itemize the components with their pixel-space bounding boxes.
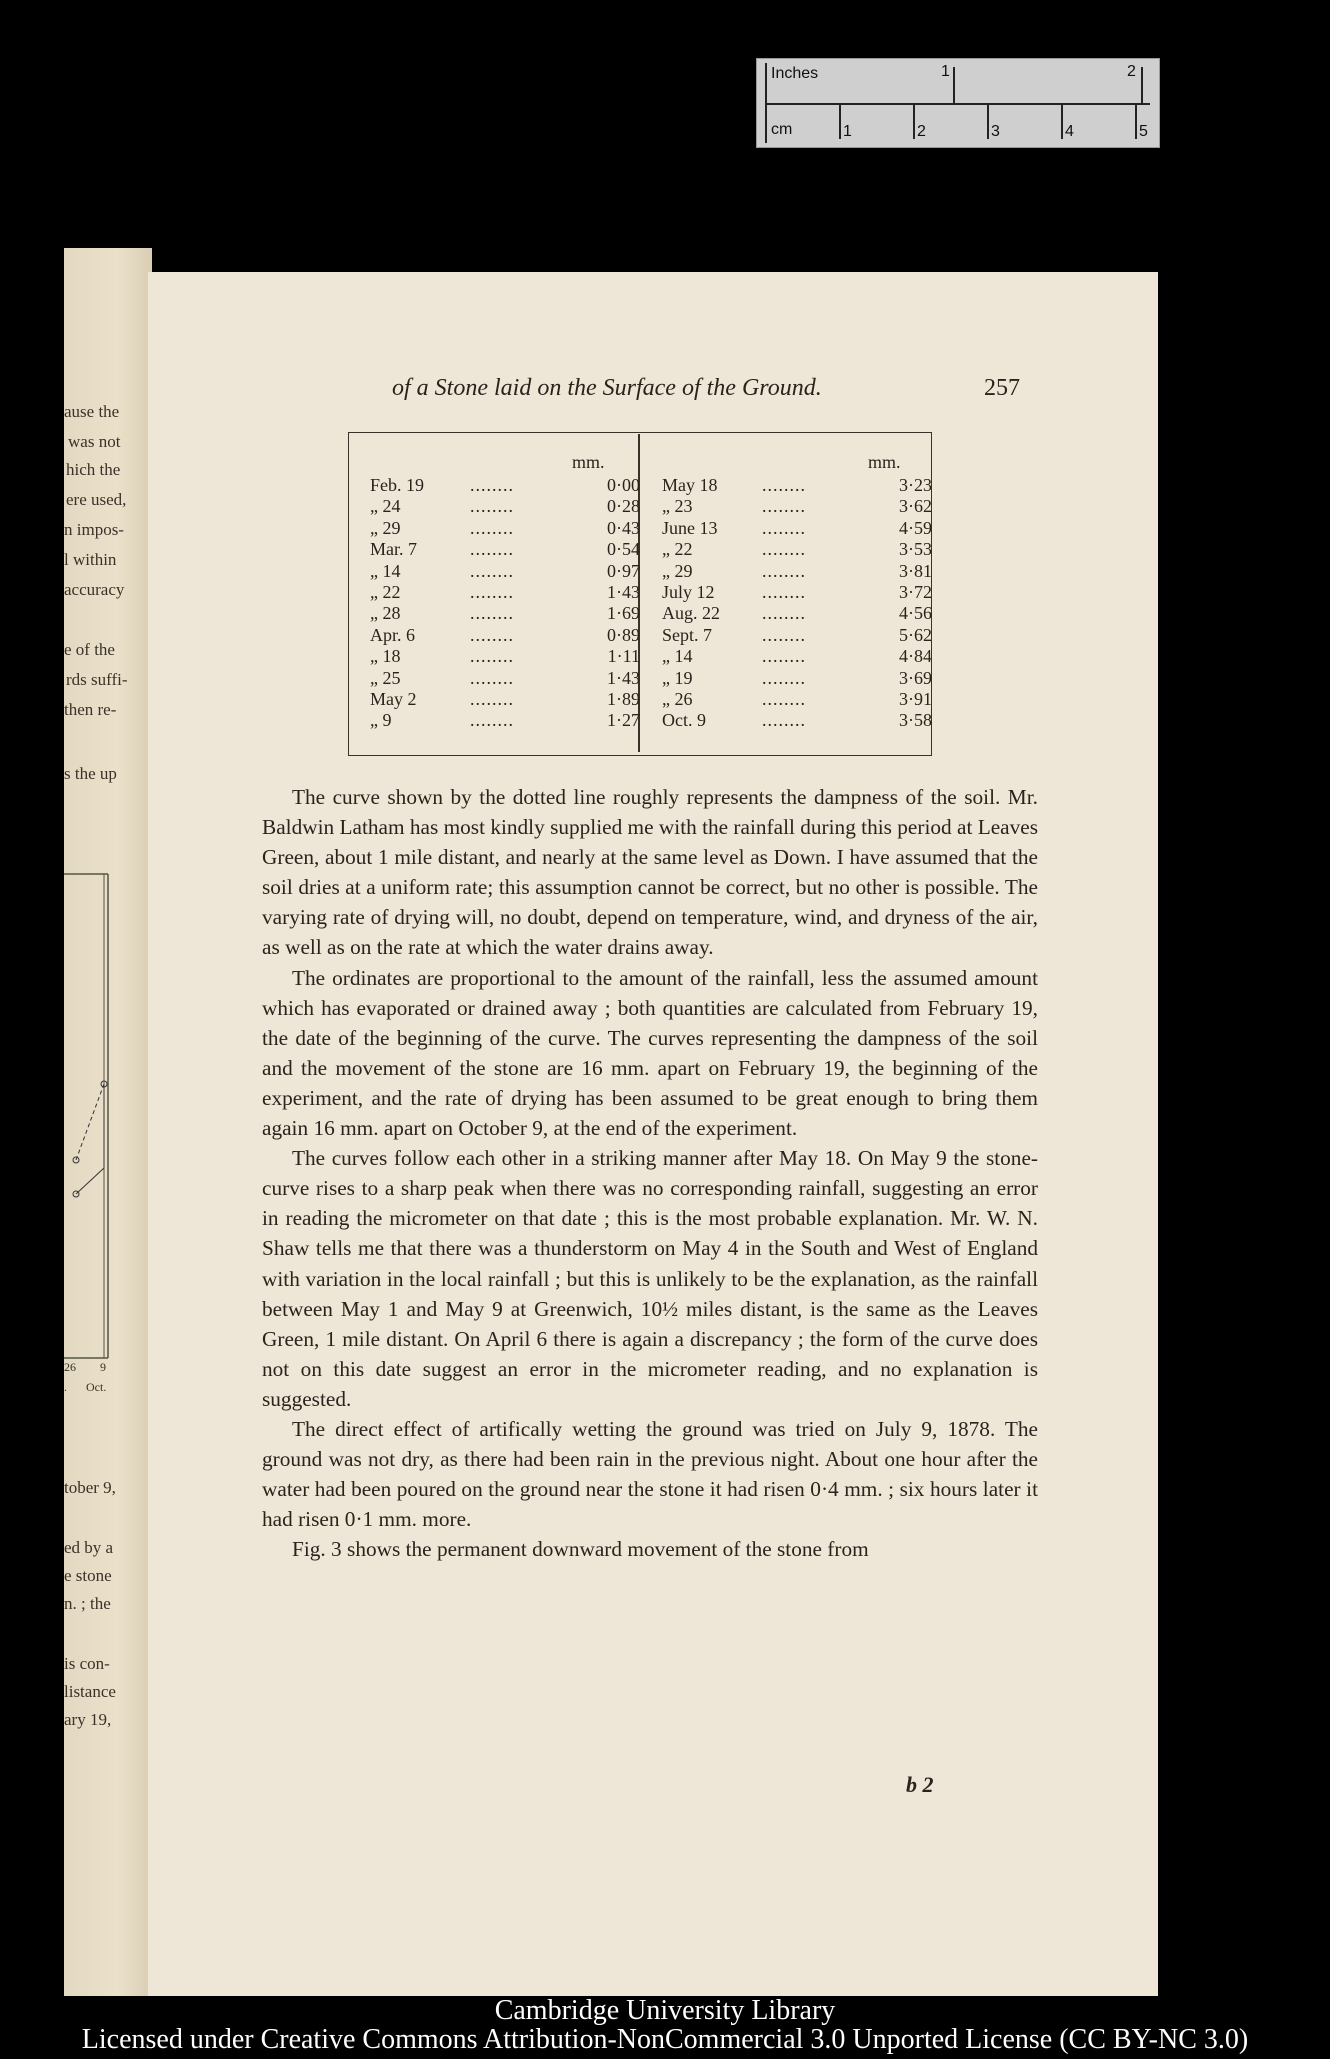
table-column-left (370, 475, 640, 732)
facing-text-line: hich the (66, 460, 121, 479)
table-date: „ 29 (370, 517, 401, 538)
table-value: 1·27 (607, 710, 640, 731)
table-date: „ 24 (370, 496, 401, 517)
ruler-inch-mark: 2 (1127, 63, 1136, 80)
table-date: May 18 (662, 475, 718, 495)
table-date: „ 14 (662, 646, 693, 667)
table-leader-dots: ........ (470, 710, 514, 731)
table-value: 3·91 (899, 688, 932, 709)
table-value: 0·54 (607, 539, 640, 560)
table-row (370, 625, 640, 646)
table-row (662, 625, 932, 646)
facing-text-line: ed by a (64, 1538, 114, 1557)
table-leader-dots: ........ (470, 517, 514, 538)
table-value: 0·00 (607, 475, 640, 495)
table-leader-dots: ........ (470, 496, 514, 517)
table-row (370, 689, 640, 710)
table-row (370, 496, 640, 517)
table-date: „ 23 (662, 496, 693, 517)
facing-text-line: tober 9, (64, 1478, 116, 1497)
ruler-cm-mark: 3 (991, 123, 1000, 140)
table-leader-dots: ........ (470, 667, 514, 688)
figure-dotted-curve (76, 1084, 104, 1160)
table-unit-left: mm. (572, 452, 605, 472)
facing-text-line: n. ; the (64, 1594, 111, 1613)
ruler-cm-mark: 2 (917, 123, 926, 140)
ruler-tick (987, 103, 989, 139)
table-value: 1·69 (607, 603, 640, 624)
table-value: 3·23 (899, 475, 932, 495)
table-leader-dots: ........ (762, 560, 806, 581)
table-value: 1·11 (607, 646, 640, 667)
table-leader-dots: ........ (762, 688, 806, 709)
table-row (662, 539, 932, 560)
table-leader-dots: ........ (762, 710, 806, 731)
facing-text-line: ere used, (66, 490, 127, 509)
table-value: 0·97 (607, 560, 640, 581)
table-date: „ 14 (370, 560, 401, 581)
ruler-tick (953, 67, 955, 105)
table-value: 0·89 (607, 624, 640, 645)
table-date: May 2 (370, 688, 417, 709)
table-date: Sept. 7 (662, 624, 713, 645)
body-text (262, 782, 1038, 1564)
running-head: of a Stone laid on the Surface of the Ground. (392, 375, 822, 401)
ruler-cm-label: cm (771, 121, 793, 138)
table-leader-dots: ........ (470, 581, 514, 602)
table-leader-dots: ........ (470, 646, 514, 667)
paragraph: The ordinates are proportional to the amount of the rainfall, less the assumed amount which has evaporated or drained away ; both quantities are calculated from February 19, the date of the beginning of the curve. The curves representing the dampness of the soil and the movement of the stone are 16 mm. apart on February 19, the beginning of the experiment, and the rate of drying has been assumed to be great enough to bring them again 16 mm. apart on October 9, at the end of the experiment. (262, 965, 1038, 1141)
table-row (370, 603, 640, 624)
table-value: 4·56 (899, 603, 932, 624)
figure-stone-curve (76, 1168, 104, 1194)
table-date: July 12 (662, 581, 715, 602)
table-date: Oct. 9 (662, 710, 706, 731)
table-value: 1·89 (607, 688, 640, 709)
ruler-tick (1061, 103, 1063, 139)
table-leader-dots: ........ (470, 603, 514, 624)
table-date: Apr. 6 (370, 624, 415, 645)
table-leader-dots: ........ (762, 496, 806, 517)
table-row (662, 689, 932, 710)
facing-text-line: s the up (64, 764, 117, 783)
table-row (662, 518, 932, 539)
figure-tick-label: 26 (64, 1360, 76, 1374)
table-row (662, 475, 932, 496)
table-date: „ 9 (370, 710, 392, 731)
paragraph: The direct effect of artifically wetting the ground was tried on July 9, 1878. The ground was not dry, as there had been rain in the previous night. About one hour after the water had been poured on the ground near the stone it had risen 0·4 mm. ; six hours later it had risen 0·1 mm. more. (262, 1416, 1038, 1532)
table-date: June 13 (662, 517, 718, 538)
table-date: „ 18 (370, 646, 401, 667)
table-value: 4·59 (899, 517, 932, 538)
figure-tick-label: Oct. (86, 1380, 107, 1394)
table-value: 3·58 (899, 710, 932, 731)
table-leader-dots: ........ (762, 475, 806, 495)
facing-text-line: accuracy (64, 580, 125, 599)
table-column-right (662, 475, 932, 732)
table-row (662, 646, 932, 667)
table-date: „ 19 (662, 667, 693, 688)
table-leader-dots: ........ (762, 667, 806, 688)
table-value: 4·84 (899, 646, 932, 667)
main-page (148, 272, 1158, 1996)
table-value: 3·62 (899, 496, 932, 517)
ruler-cm-mark: 1 (843, 123, 852, 140)
table-leader-dots: ........ (762, 646, 806, 667)
table-row (662, 603, 932, 624)
figure-tick-label: . (64, 1380, 67, 1394)
table-date: „ 28 (370, 603, 401, 624)
table-date: Mar. 7 (370, 539, 417, 560)
table-value: 0·43 (607, 517, 640, 538)
facing-text-line: n impos- (64, 520, 124, 539)
table-leader-dots: ........ (470, 539, 514, 560)
figure-tick-label: 9 (100, 1360, 106, 1374)
table-date: Aug. 22 (662, 603, 720, 624)
table-value: 0·28 (607, 496, 640, 517)
table-row (370, 668, 640, 689)
table-row (662, 668, 932, 689)
table-leader-dots: ........ (762, 603, 806, 624)
ruler-tick (1141, 67, 1143, 105)
paragraph: The curve shown by the dotted line roughly represents the dampness of the soil. Mr. Baldwin Latham has most kindly supplied me with the rainfall during this period at Leaves Green, about 1 mile distant, and nearly at the same level as Down. I have assumed that the soil dries at a uniform rate; this assumption cannot be correct, but no other is possible. The varying rate of drying will, no doubt, depend on temperature, wind, and dryness of the air, as well as on the rate at which the water drains away. (262, 785, 1038, 960)
facing-text-line: l within (64, 550, 117, 569)
table-leader-dots: ........ (470, 560, 514, 581)
table-row (662, 710, 932, 731)
page-number: 257 (984, 375, 1020, 401)
facing-text-line: then re- (64, 700, 117, 719)
facing-text-line: ause the (64, 402, 120, 421)
table-date: „ 22 (662, 539, 693, 560)
facing-text-line: ary 19, (64, 1710, 112, 1729)
footer-license: Licensed under Creative Commons Attribution-NonCommercial 3.0 Unported License (CC BY-NC 3.0) (81, 2024, 1249, 2055)
ruler-tick (839, 103, 841, 139)
table-date: „ 22 (370, 581, 401, 602)
ruler-cm-mark: 4 (1065, 123, 1074, 140)
table-leader-dots: ........ (470, 624, 514, 645)
table-row (662, 496, 932, 517)
table-unit-right: mm. (868, 452, 901, 472)
table-row (370, 582, 640, 603)
table-date: „ 26 (662, 688, 693, 709)
table-leader-dots: ........ (762, 624, 806, 645)
table-row (370, 710, 640, 731)
signature-mark: b 2 (906, 1772, 934, 1797)
table-row (370, 561, 640, 582)
table-value: 5·62 (899, 624, 932, 645)
ruler-tick (1135, 103, 1137, 139)
facing-text-line: e of the (64, 640, 115, 659)
facing-text-line: rds suffi- (66, 670, 128, 689)
table-row (370, 518, 640, 539)
table-row (662, 561, 932, 582)
table-value: 3·53 (899, 539, 932, 560)
table-row (662, 582, 932, 603)
table-row (370, 646, 640, 667)
facing-text-line: is con- (64, 1654, 110, 1673)
facing-text-line: was not (68, 432, 121, 451)
table-date: „ 25 (370, 667, 401, 688)
table-leader-dots: ........ (470, 475, 514, 495)
ruler-tick (913, 103, 915, 139)
facing-text-line: listance (64, 1682, 116, 1701)
ruler-centerline (765, 103, 1150, 105)
table-date: Feb. 19 (370, 475, 424, 495)
table-leader-dots: ........ (762, 581, 806, 602)
scale-ruler (756, 58, 1160, 148)
table-value: 3·69 (899, 667, 932, 688)
table-value: 1·43 (607, 581, 640, 602)
facing-page-fragment (64, 248, 152, 1996)
table-date: „ 29 (662, 560, 693, 581)
table-leader-dots: ........ (762, 539, 806, 560)
facing-figure (64, 868, 152, 1388)
table-row (370, 475, 640, 496)
footer-library: Cambridge University Library (494, 1995, 836, 2026)
table-leader-dots: ........ (762, 517, 806, 538)
ruler-cm-mark: 5 (1139, 123, 1148, 140)
table-leader-dots: ........ (470, 688, 514, 709)
ruler-inches-label: Inches (771, 65, 819, 82)
table-value: 3·81 (899, 560, 932, 581)
paragraph: The curves follow each other in a striking manner after May 18. On May 9 the stone-curve rises to a sharp peak when there was no corresponding rainfall, suggesting an error in reading the micrometer on that date ; this is the most probable explanation. Mr. W. N. Shaw tells me that there was a thunderstorm on May 4 in the South and West of England with variation in the local rainfall ; but this is unlikely to be the explanation, as the rainfall between May 1 and May 9 at Greenwich, 10½ miles distant, is the same as the Leaves Green, 1 mile distant. On April 6 there is again a discrepancy ; the form of the curve does not on this date suggest an error in the micrometer reading, and no explanation is suggested. (262, 1146, 1038, 1411)
table-value: 3·72 (899, 581, 932, 602)
table-row (370, 539, 640, 560)
table-value: 1·43 (607, 667, 640, 688)
ruler-inch-mark: 1 (941, 63, 950, 80)
facing-text-line: e stone (64, 1566, 112, 1585)
paragraph: Fig. 3 shows the permanent downward movement of the stone from (292, 1537, 869, 1562)
